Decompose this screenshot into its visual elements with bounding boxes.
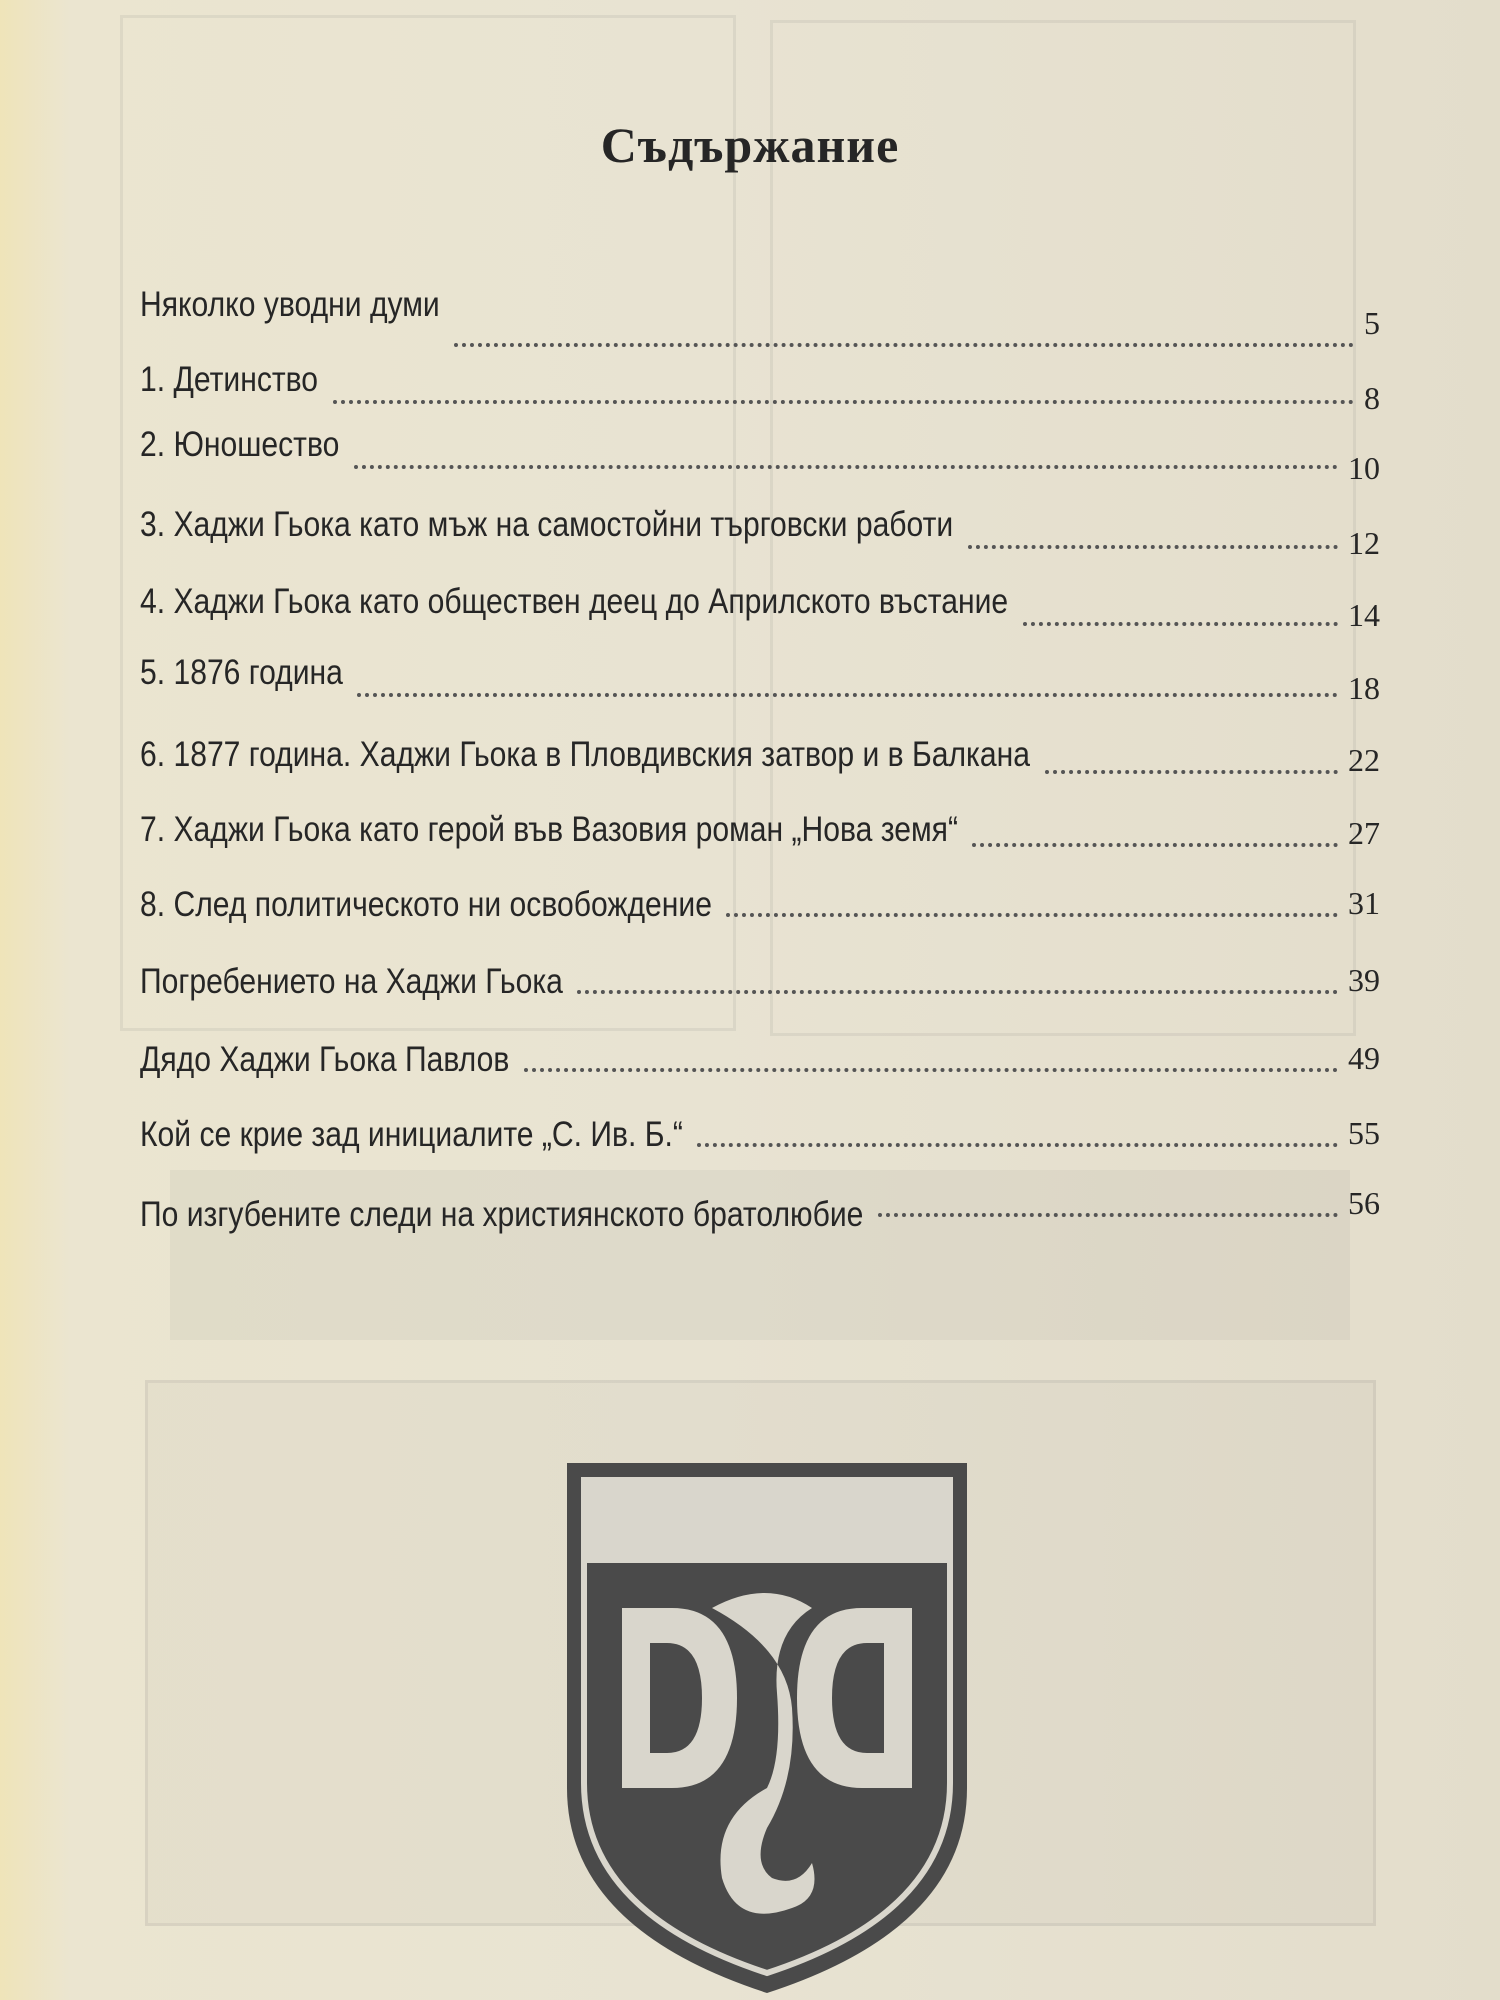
toc-entry	[140, 582, 1380, 662]
toc-leader-dots	[726, 913, 1338, 917]
toc-entry-page: 5	[1364, 305, 1380, 341]
toc-entry-page: 10	[1348, 450, 1380, 486]
toc-entry-label: 2. Юношество	[140, 425, 340, 464]
toc-leader-dots	[1045, 770, 1338, 774]
toc-leader-dots	[354, 465, 1338, 469]
toc-leader-dots	[577, 990, 1338, 994]
toc-leader-dots	[524, 1068, 1338, 1072]
table-of-contents	[140, 0, 1380, 1300]
toc-entry-label: Кой се крие зад инициалите „С. Ив. Б.“	[140, 1115, 683, 1154]
toc-entry-page: 12	[1348, 525, 1380, 561]
toc-entry-page: 14	[1348, 597, 1380, 633]
toc-entry-page: 27	[1348, 815, 1380, 851]
toc-entry	[140, 505, 1380, 585]
toc-leader-dots	[357, 693, 1338, 697]
toc-entry	[140, 285, 1380, 365]
toc-entry-page: 31	[1348, 885, 1380, 921]
toc-entry-page: 22	[1348, 742, 1380, 778]
toc-entry	[140, 1185, 1380, 1275]
toc-entry-page: 39	[1348, 962, 1380, 998]
toc-entry-label: 3. Хаджи Гьока като мъж на самостойни търговски работи	[140, 505, 954, 544]
page-title: Съдържание	[600, 116, 900, 173]
toc-entry	[140, 1115, 1380, 1195]
toc-entry	[140, 735, 1380, 815]
publisher-shield-logo-icon	[562, 1458, 972, 1998]
toc-entry-label: По изгубените следи на християнското братолюбие	[140, 1195, 864, 1234]
toc-leader-dots	[878, 1213, 1338, 1217]
toc-entry-label: 1. Детинство	[140, 360, 319, 399]
toc-entry-label: 6. 1877 година. Хаджи Гьока в Пловдивския затвор и в Балкана	[140, 735, 1031, 774]
toc-entry	[140, 653, 1380, 733]
toc-entry-page: 18	[1348, 670, 1380, 706]
toc-entry	[140, 810, 1380, 890]
toc-entry-page: 8	[1364, 380, 1380, 416]
toc-leader-dots	[1023, 622, 1338, 626]
toc-entry	[140, 962, 1380, 1042]
toc-leader-dots	[697, 1143, 1338, 1147]
toc-entry	[140, 1040, 1380, 1120]
toc-entry-label: 7. Хаджи Гьока като герой във Вазовия роман „Нова земя“	[140, 810, 958, 849]
toc-entry-label: 8. След политическото ни освобождение	[140, 885, 712, 924]
toc-entry	[140, 885, 1380, 965]
toc-entry-page: 49	[1348, 1040, 1380, 1076]
toc-entry-label: 4. Хаджи Гьока като обществен деец до Априлското въстание	[140, 582, 1009, 621]
toc-entry-label: Няколко уводни думи	[140, 285, 440, 324]
toc-entry-page: 55	[1348, 1115, 1380, 1151]
toc-entry-label: 5. 1876 година	[140, 653, 343, 692]
toc-entry-page: 56	[1348, 1185, 1380, 1221]
toc-entry-label: Дядо Хаджи Гьока Павлов	[140, 1040, 510, 1079]
toc-entry-label: Погребението на Хаджи Гьока	[140, 962, 563, 1001]
toc-leader-dots	[454, 343, 1354, 347]
toc-leader-dots	[972, 843, 1338, 847]
toc-leader-dots	[333, 400, 1354, 404]
toc-entry	[140, 425, 1380, 505]
toc-leader-dots	[968, 545, 1338, 549]
